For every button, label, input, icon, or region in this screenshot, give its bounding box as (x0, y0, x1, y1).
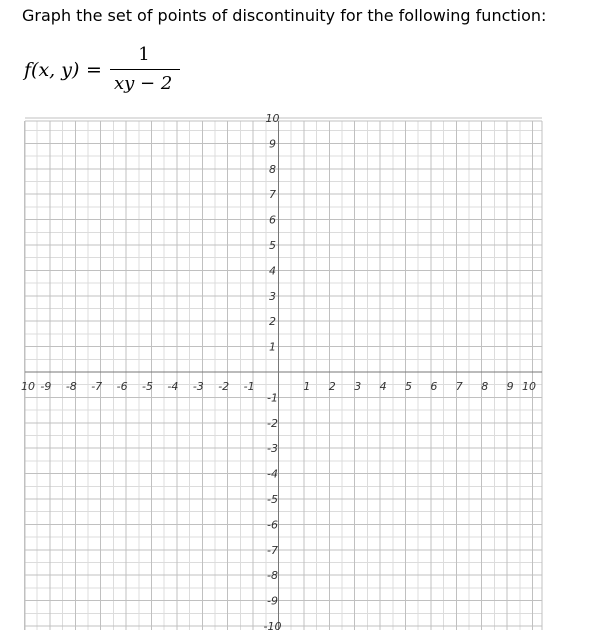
y-tick-label: 4 (269, 264, 276, 278)
y-tick-label: -4 (267, 467, 278, 481)
formula-numerator: 1 (138, 44, 150, 65)
question-prompt: Graph the set of points of discontinuity for the following function: (22, 6, 547, 25)
y-tick-label: 10 (265, 112, 280, 125)
x-tick-label: 10 (522, 380, 536, 393)
x-tick-label: 7 (455, 380, 463, 393)
x-tick-label: -3 (192, 380, 204, 393)
x-tick-label: 6 (430, 380, 438, 393)
y-tick-label: 2 (269, 315, 276, 329)
y-tick-label: -9 (267, 594, 278, 608)
x-tick-label: 9 (506, 380, 514, 393)
x-tick-label: 3 (354, 380, 362, 393)
y-tick-label: 6 (269, 213, 276, 227)
x-tick-label: -1 (243, 380, 255, 393)
y-tick-label: -8 (267, 569, 278, 583)
x-tick-label: -4 (167, 380, 179, 393)
y-tick-label: 7 (269, 188, 276, 202)
x-tick-label: -9 (40, 380, 52, 393)
x-tick-label: 8 (481, 380, 489, 393)
y-tick-label: 9 (269, 137, 276, 151)
x-tick-label: -5 (142, 380, 153, 393)
x-tick-label: 10 (21, 380, 35, 393)
x-tick-label: -7 (91, 380, 103, 393)
y-tick-label: -7 (267, 543, 278, 557)
y-tick-label: -10 (263, 620, 282, 633)
x-tick-label: 2 (328, 380, 336, 393)
y-tick-label: -3 (267, 442, 278, 456)
y-tick-label: -6 (267, 518, 278, 532)
x-tick-label: -6 (116, 380, 128, 393)
y-tick-label: 3 (269, 289, 276, 303)
x-tick-label: -8 (65, 380, 77, 393)
y-tick-label: 5 (269, 239, 276, 252)
y-tick-label: 1 (269, 340, 276, 354)
formula-equals: = (86, 59, 102, 81)
y-tick-label: 8 (269, 162, 276, 176)
y-tick-label: -5 (267, 493, 278, 506)
y-tick-label: -1 (267, 391, 278, 405)
y-tick-label: -2 (267, 416, 278, 430)
x-tick-label: -2 (218, 380, 230, 393)
x-tick-label: 5 (405, 380, 412, 393)
x-tick-label: 4 (379, 380, 387, 393)
formula-denominator: xy − 2 (114, 73, 173, 94)
x-tick-label: 1 (303, 380, 311, 393)
formula-lhs: f(x, y) (24, 59, 80, 81)
